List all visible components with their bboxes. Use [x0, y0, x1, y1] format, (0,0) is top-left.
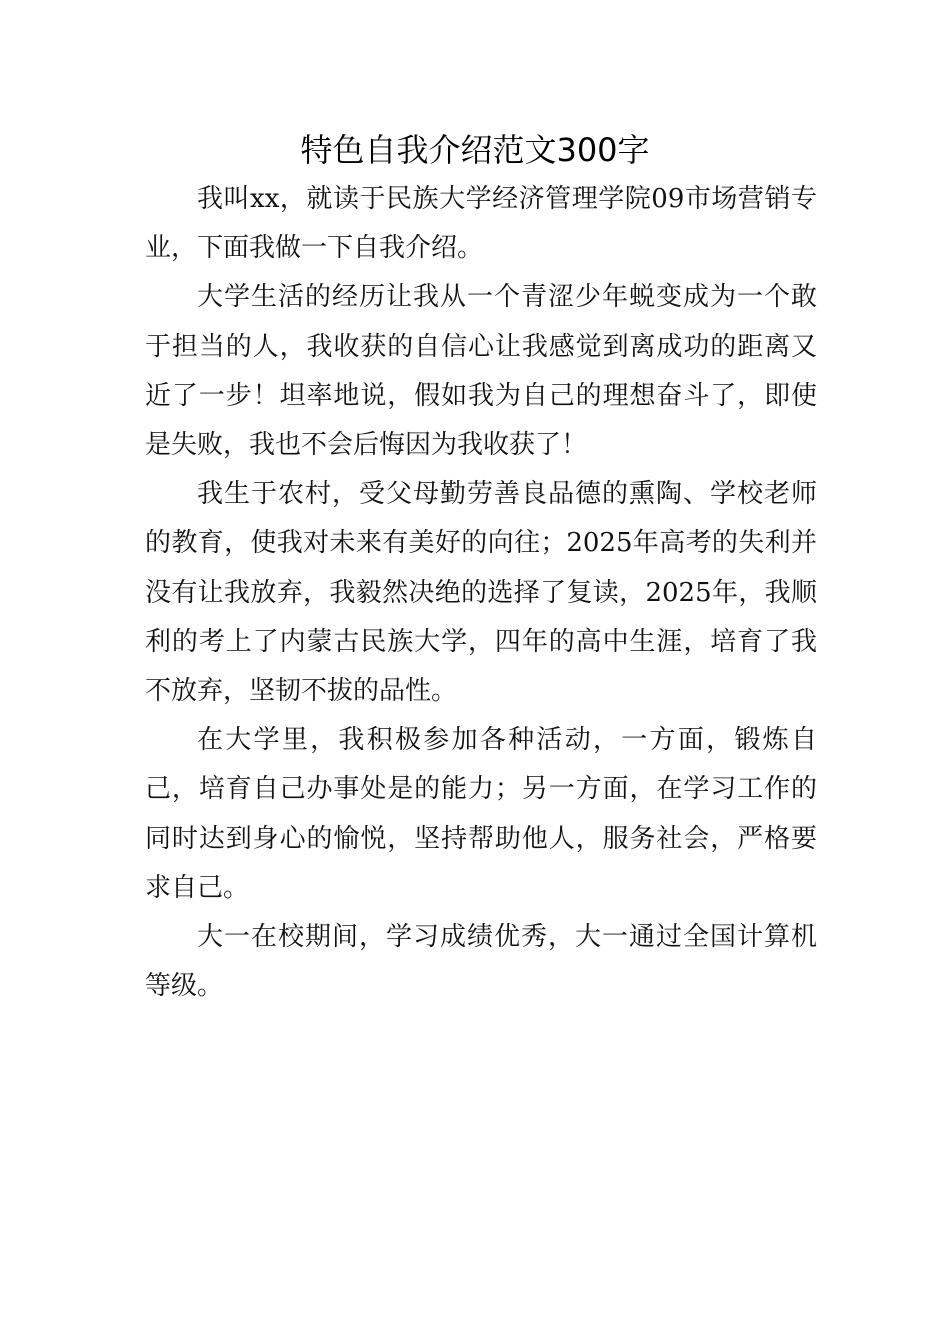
document-title: 特色自我介绍范文300字: [300, 131, 650, 169]
document-body: [145, 175, 817, 1011]
paragraph-background: 我生于农村，受父母勤劳善良品德的熏陶、学校老师的教育，使我对未来有美好的向往；2025年高考的失利并没有让我放弃，我毅然决绝的选择了复读，2025年，我顺利的考上了内蒙古民族大学，四年的高中生涯，培育了我不放弃，坚韧不拔的品性。: [145, 479, 817, 707]
paragraph-activities: 在大学里，我积极参加各种活动，一方面，锻炼自己，培育自己办事处是的能力；另一方面，在学习工作的同时达到身心的愉悦，坚持帮助他人，服务社会，严格要求自己。: [145, 725, 817, 903]
paragraph-intro: 我叫xx，就读于民族大学经济管理学院09市场营销专业，下面我做一下自我介绍。: [145, 184, 817, 264]
paragraph-achievements: 大一在校期间，学习成绩优秀，大一通过全国计算机等级。: [145, 922, 817, 1002]
paragraph-university-life: 大学生活的经历让我从一个青涩少年蜕变成为一个敢于担当的人，我收获的自信心让我感觉到离成功的距离又近了一步！坦率地说，假如我为自己的理想奋斗了，即使是失败，我也不会后悔因为我收获了！: [145, 282, 817, 461]
